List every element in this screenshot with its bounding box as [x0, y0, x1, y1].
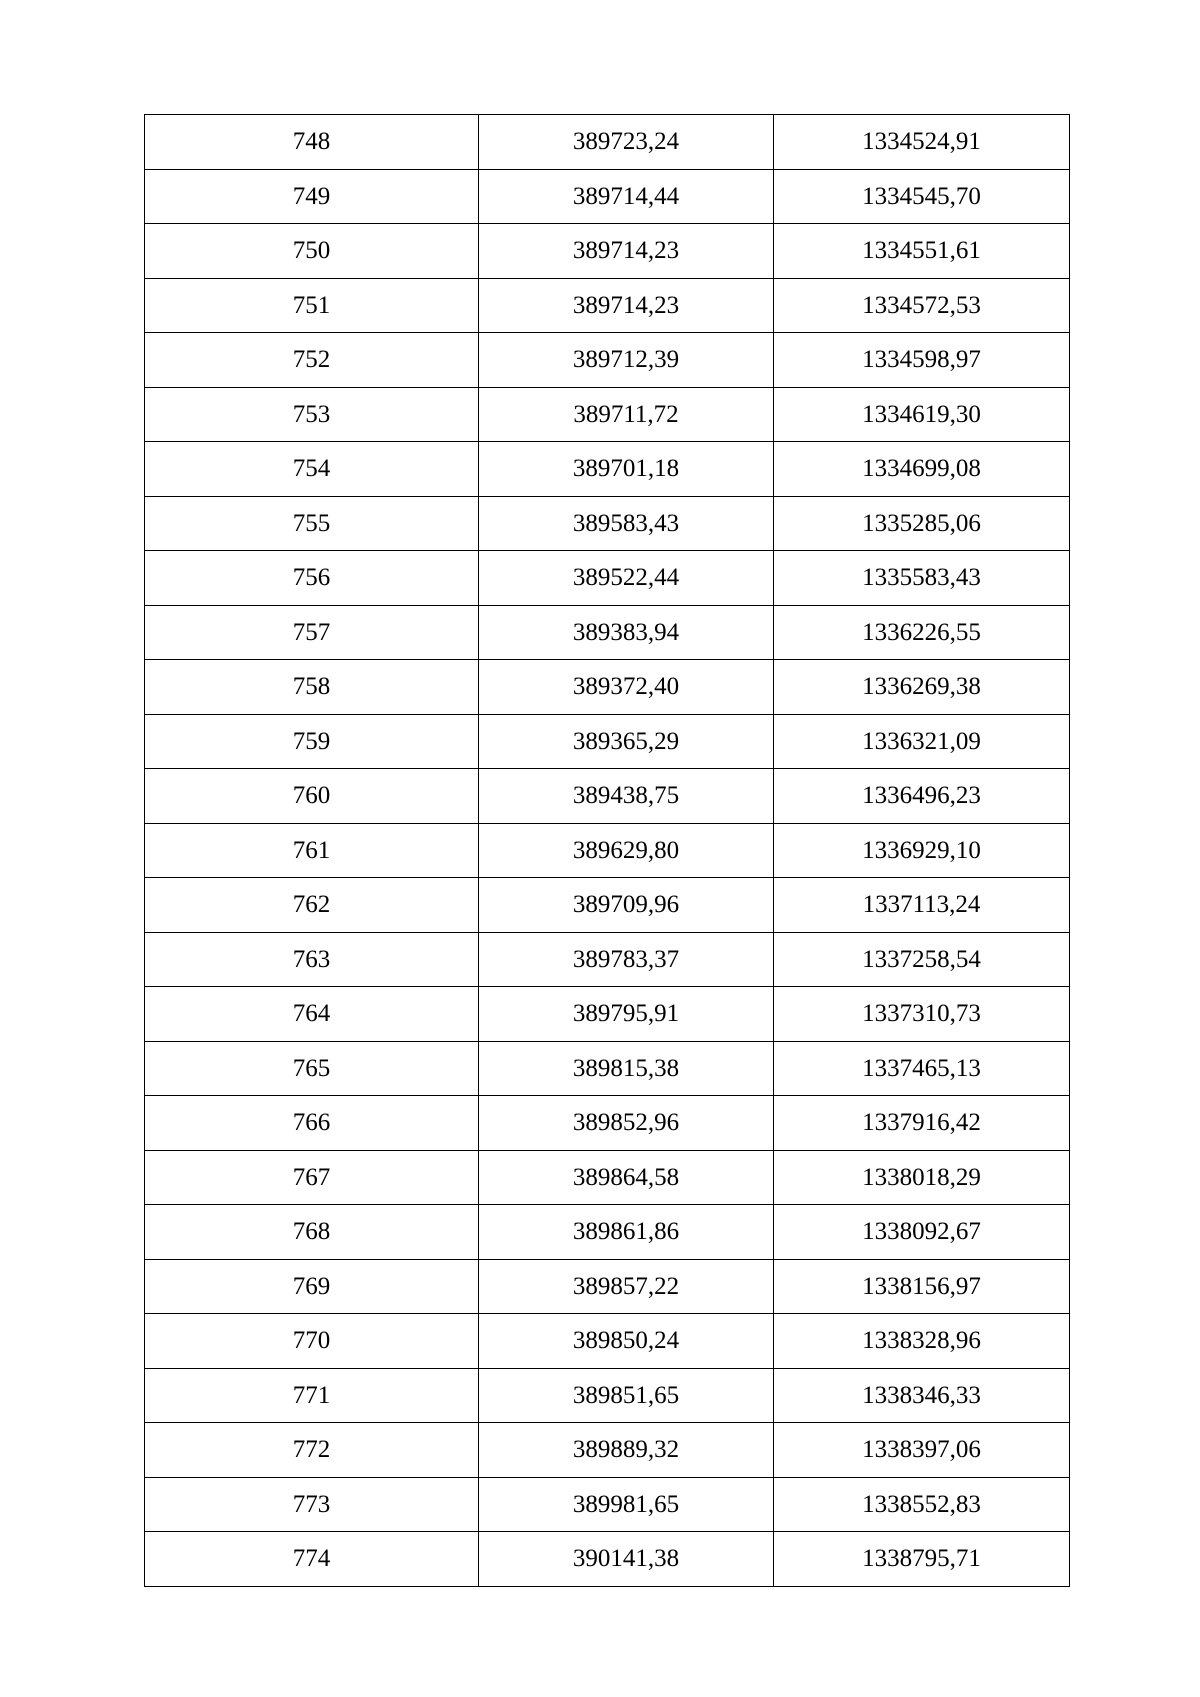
- table-row: [145, 1532, 1070, 1587]
- y-coordinate-cell: 1338397,06: [774, 1423, 1070, 1478]
- x-coordinate-cell: 389714,44: [479, 169, 774, 224]
- table-row: [145, 387, 1070, 442]
- table-row: [145, 1205, 1070, 1260]
- table-row: [145, 605, 1070, 660]
- table-row: [145, 551, 1070, 606]
- y-coordinate-cell: 1336929,10: [774, 823, 1070, 878]
- point-number-cell: 762: [145, 878, 479, 933]
- table-row: [145, 1314, 1070, 1369]
- table-row: [145, 333, 1070, 388]
- x-coordinate-cell: 389850,24: [479, 1314, 774, 1369]
- y-coordinate-cell: 1337310,73: [774, 987, 1070, 1042]
- x-coordinate-cell: 389522,44: [479, 551, 774, 606]
- y-coordinate-cell: 1334551,61: [774, 224, 1070, 279]
- point-number-cell: 760: [145, 769, 479, 824]
- point-number-cell: 773: [145, 1477, 479, 1532]
- y-coordinate-cell: 1336496,23: [774, 769, 1070, 824]
- x-coordinate-cell: 389701,18: [479, 442, 774, 497]
- table-row: [145, 169, 1070, 224]
- table-row: [145, 878, 1070, 933]
- table-row: [145, 932, 1070, 987]
- point-number-cell: 753: [145, 387, 479, 442]
- table-row: [145, 823, 1070, 878]
- y-coordinate-cell: 1338552,83: [774, 1477, 1070, 1532]
- point-number-cell: 763: [145, 932, 479, 987]
- table-row: [145, 1259, 1070, 1314]
- table-row: [145, 714, 1070, 769]
- y-coordinate-cell: 1334572,53: [774, 278, 1070, 333]
- x-coordinate-cell: 389714,23: [479, 224, 774, 279]
- y-coordinate-cell: 1336321,09: [774, 714, 1070, 769]
- point-number-cell: 759: [145, 714, 479, 769]
- point-number-cell: 765: [145, 1041, 479, 1096]
- y-coordinate-cell: 1337258,54: [774, 932, 1070, 987]
- table-row: [145, 987, 1070, 1042]
- point-number-cell: 749: [145, 169, 479, 224]
- point-number-cell: 755: [145, 496, 479, 551]
- y-coordinate-cell: 1338795,71: [774, 1532, 1070, 1587]
- x-coordinate-cell: 389852,96: [479, 1096, 774, 1151]
- point-number-cell: 771: [145, 1368, 479, 1423]
- y-coordinate-cell: 1334524,91: [774, 115, 1070, 170]
- y-coordinate-cell: 1334699,08: [774, 442, 1070, 497]
- x-coordinate-cell: 390141,38: [479, 1532, 774, 1587]
- table-row: [145, 496, 1070, 551]
- point-number-cell: 752: [145, 333, 479, 388]
- point-number-cell: 772: [145, 1423, 479, 1478]
- y-coordinate-cell: 1335583,43: [774, 551, 1070, 606]
- y-coordinate-cell: 1336269,38: [774, 660, 1070, 715]
- x-coordinate-cell: 389857,22: [479, 1259, 774, 1314]
- y-coordinate-cell: 1338092,67: [774, 1205, 1070, 1260]
- y-coordinate-cell: 1337113,24: [774, 878, 1070, 933]
- table-row: [145, 769, 1070, 824]
- point-number-cell: 758: [145, 660, 479, 715]
- table-row: [145, 278, 1070, 333]
- y-coordinate-cell: 1338018,29: [774, 1150, 1070, 1205]
- table-row: [145, 1368, 1070, 1423]
- y-coordinate-cell: 1335285,06: [774, 496, 1070, 551]
- point-number-cell: 748: [145, 115, 479, 170]
- point-number-cell: 756: [145, 551, 479, 606]
- table-row: [145, 660, 1070, 715]
- x-coordinate-cell: 389783,37: [479, 932, 774, 987]
- point-number-cell: 766: [145, 1096, 479, 1151]
- x-coordinate-cell: 389629,80: [479, 823, 774, 878]
- point-number-cell: 768: [145, 1205, 479, 1260]
- point-number-cell: 750: [145, 224, 479, 279]
- y-coordinate-cell: 1337916,42: [774, 1096, 1070, 1151]
- y-coordinate-cell: 1338328,96: [774, 1314, 1070, 1369]
- x-coordinate-cell: 389981,65: [479, 1477, 774, 1532]
- point-number-cell: 770: [145, 1314, 479, 1369]
- point-number-cell: 767: [145, 1150, 479, 1205]
- x-coordinate-cell: 389365,29: [479, 714, 774, 769]
- point-number-cell: 757: [145, 605, 479, 660]
- x-coordinate-cell: 389709,96: [479, 878, 774, 933]
- point-number-cell: 774: [145, 1532, 479, 1587]
- x-coordinate-cell: 389851,65: [479, 1368, 774, 1423]
- table-row: [145, 442, 1070, 497]
- table-row: [145, 1041, 1070, 1096]
- y-coordinate-cell: 1338156,97: [774, 1259, 1070, 1314]
- y-coordinate-cell: 1334545,70: [774, 169, 1070, 224]
- coordinates-table-body: [145, 115, 1070, 1587]
- x-coordinate-cell: 389723,24: [479, 115, 774, 170]
- coordinates-table: [144, 114, 1070, 1587]
- table-row: [145, 1423, 1070, 1478]
- y-coordinate-cell: 1334619,30: [774, 387, 1070, 442]
- x-coordinate-cell: 389795,91: [479, 987, 774, 1042]
- point-number-cell: 769: [145, 1259, 479, 1314]
- table-row: [145, 1477, 1070, 1532]
- y-coordinate-cell: 1336226,55: [774, 605, 1070, 660]
- x-coordinate-cell: 389714,23: [479, 278, 774, 333]
- point-number-cell: 764: [145, 987, 479, 1042]
- point-number-cell: 751: [145, 278, 479, 333]
- x-coordinate-cell: 389711,72: [479, 387, 774, 442]
- x-coordinate-cell: 389815,38: [479, 1041, 774, 1096]
- x-coordinate-cell: 389889,32: [479, 1423, 774, 1478]
- x-coordinate-cell: 389864,58: [479, 1150, 774, 1205]
- x-coordinate-cell: 389372,40: [479, 660, 774, 715]
- table-row: [145, 224, 1070, 279]
- y-coordinate-cell: 1334598,97: [774, 333, 1070, 388]
- table-row: [145, 115, 1070, 170]
- x-coordinate-cell: 389861,86: [479, 1205, 774, 1260]
- x-coordinate-cell: 389438,75: [479, 769, 774, 824]
- x-coordinate-cell: 389712,39: [479, 333, 774, 388]
- y-coordinate-cell: 1337465,13: [774, 1041, 1070, 1096]
- point-number-cell: 754: [145, 442, 479, 497]
- table-row: [145, 1096, 1070, 1151]
- x-coordinate-cell: 389383,94: [479, 605, 774, 660]
- y-coordinate-cell: 1338346,33: [774, 1368, 1070, 1423]
- x-coordinate-cell: 389583,43: [479, 496, 774, 551]
- table-row: [145, 1150, 1070, 1205]
- point-number-cell: 761: [145, 823, 479, 878]
